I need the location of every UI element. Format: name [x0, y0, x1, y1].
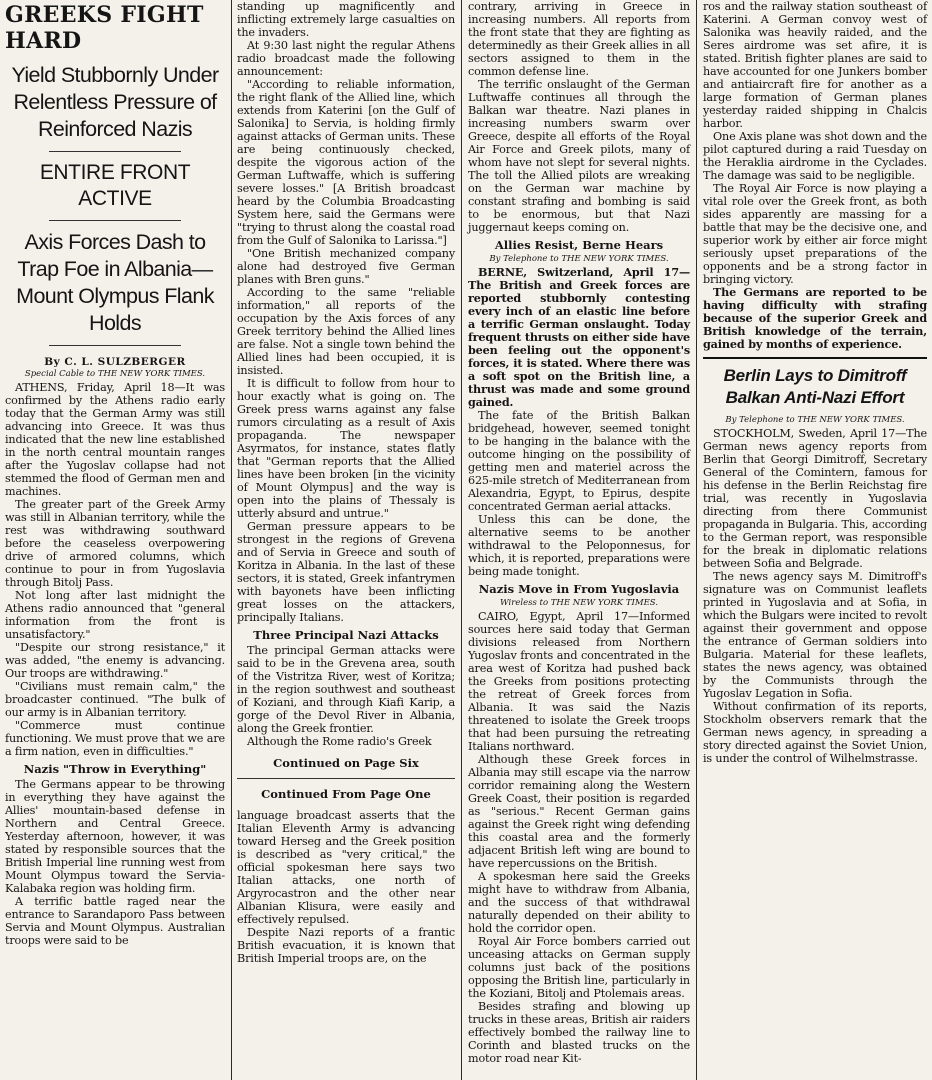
- subheading: Allies Resist, Berne Hears: [494, 238, 664, 252]
- paragraph: Despite Nazi reports of a frantic British evacuation, it is known that British Imperial troops are, on the: [237, 926, 455, 965]
- credit-line: Special Cable to THE NEW YORK TIMES.: [24, 369, 206, 379]
- paragraph: "Despite our strong resistance," it was added, "the enemy is advancing. Our troops are withdrawing.": [5, 641, 225, 680]
- paragraph: Unless this can be done, the alternative seems to be another withdrawal to the Peloponnesus, for which, it is reported, preparations were being made tonight.: [468, 513, 690, 578]
- paragraph: The Royal Air Force is now playing a vital role over the Greek front, as both sides apparently are massing for a battle that may be the decisive one, and superior work by either air force might seriously upset preparations of the opponents and be a strong factor in bringing victory.: [703, 182, 927, 286]
- paragraph: ros and the railway station southeast of Katerini. A German convoy west of Salonika was heavily raided, and the Seres airdrome was set afire, it is stated. British fighter planes are said to have accounted for one Junkers bomber and antiaircraft fire for another as a large formation of German planes yesterday raided shipping in Chalcis harbor.: [703, 0, 927, 130]
- paragraph: The Germans appear to be throwing in everything they have against the Allies' mountain-based defense in Northern and Central Greece. Yesterday afternoon, however, it was stated by responsible sources that the British Imperial line running west from Mount Olympus toward the Servia-Kalabaka region was holding firm.: [5, 778, 225, 895]
- continued-on-label: Continued on Page Six: [273, 756, 419, 770]
- deck-2: ENTIRE FRONT ACTIVE: [39, 161, 191, 210]
- paragraph: Royal Air Force bombers carried out unceasing attacks on German supply columns just back of the positions opposing the British line, particularly in the Koziani, Bitolj and Ptolemais areas.: [468, 935, 690, 1000]
- paragraph: A terrific battle raged near the entrance to Sarandaporo Pass between Servia and Mount Olympus. Australian troops were said to be: [5, 895, 225, 947]
- paragraph: standing up magnificently and inflicting extremely large casualties on the invaders.: [237, 0, 455, 39]
- paragraph: "Commerce must continue functioning. We must prove that we are a firm nation, even in difficulties.": [5, 719, 225, 758]
- column-2: [232, 0, 460, 1080]
- paragraph: STOCKHOLM, Sweden, April 17—The German news agency reports from Berlin that Georgi Dimitroff, Secretary General of the Comintern, famous for his defense in the Berlin Reichstag fire trial, was recently in Yugoslavia directing from there Communist propaganda in Bulgaria. This, according to the German report, was responsible for the break in diplomatic relations between Sofia and Belgrade.: [703, 427, 927, 570]
- deck-divider: [49, 151, 181, 152]
- paragraph: BERNE, Switzerland, April 17—The British and Greek forces are reported stubbornly contesting every inch of an elastic line before a terrific German onslaught. Today frequent thrusts on either side have been feeling out the opponent's forces, it is stated. Where there was a soft spot on the British line, a thrust was made and some ground gained.: [468, 265, 690, 409]
- paragraph: "One British mechanized company alone had destroyed five German planes with Bren guns.": [237, 247, 455, 286]
- paragraph: ATHENS, Friday, April 18—It was confirmed by the Athens radio early today that the German Army was still advancing into Greece. It was thus indicated that the new line established in the north central mountain ranges after the Yugoslav collapse had not stemmed the flood of German men and machines.: [5, 381, 225, 498]
- paragraph: Not long after last midnight the Athens radio announced that "general information from the front is unsatisfactory.": [5, 589, 225, 641]
- subheading: Nazis "Throw in Everything": [23, 762, 207, 776]
- credit-line: By Telephone to THE NEW YORK TIMES.: [489, 254, 669, 264]
- column-1: [0, 0, 230, 1080]
- subheading: Three Principal Nazi Attacks: [253, 628, 439, 642]
- column-3: [463, 0, 695, 1080]
- paragraph: The principal German attacks were said to be in the Grevena area, south of the Vistritza River, west of Koritza; in the region southwest and southeast of Koziani, and through Kiafi Karip, a gorge of the Devol River in Albania, along the Greek frontier.: [237, 644, 455, 735]
- box-headline: Berlin Lays to Dimitroff Balkan Anti-Nazi Effort: [723, 366, 907, 407]
- paragraph: contrary, arriving in Greece in increasing numbers. All reports from the front state that they are fighting as determinedly as their Greek allies in all sectors assigned to them in the common defense line.: [468, 0, 690, 78]
- paragraph: Without confirmation of its reports, Stockholm observers remark that the German news agency, in spreading a story directed against the Soviet Union, is under the control of Wilhelmstrasse.: [703, 700, 927, 765]
- deck-divider: [49, 345, 181, 346]
- section-divider: [703, 357, 927, 359]
- paragraph: "Civilians must remain calm," the broadcaster continued. "The bulk of our army is in Albanian territory.: [5, 680, 225, 719]
- column-4: [698, 0, 932, 1080]
- column-rule: [461, 0, 462, 1080]
- deck-divider: [49, 220, 181, 221]
- column-rule: [696, 0, 697, 1080]
- paragraph: "According to reliable information, the right flank of the Allied line, which extends from Katerini [on the Gulf of Salonika] to Servia, is holding firmly against attacks of German units. These are being continuously checked, despite the vigorous action of the German Luftwaffe, which is suffering severe losses." [A British broadcast heard by the Columbia Broadcasting System here, said the Germans were "trying to thrust along the coastal road from the Gulf of Salonika to Larissa."]: [237, 78, 455, 247]
- paragraph: The terrific onslaught of the German Luftwaffe continues all through the Balkan war theatre. Nazi planes in increasing numbers swarm over Greece, despite all efforts of the Royal Air Force and Greek pilots, many of whom have not slept for several nights. The toll the Allied pilots are wreaking on the German war machine by constant strafing and bombing is said to be enormous, but that Nazi juggernaut keeps coming on.: [468, 78, 690, 234]
- deck-3: Axis Forces Dash to Trap Foe in Albania—Mount Olympus Flank Holds: [16, 230, 214, 335]
- paragraph: The greater part of the Greek Army was still in Albanian territory, while the rest was withdrawing southward before the ceaseless overpowering drive of armored columns, which continue to pour in from Yugoslavia through Bitolj Pass.: [5, 498, 225, 589]
- paragraph: Besides strafing and blowing up trucks in these areas, British air raiders effectively bombed the railway line to Corinth and blasted trucks on the motor road near Kit-: [468, 1000, 690, 1065]
- credit-line: Wireless to THE NEW YORK TIMES.: [499, 598, 659, 608]
- paragraph: The news agency says M. Dimitroff's signature was on Communist leaflets printed in Yugoslavia and at Sofia, in which the Bulgars were incited to revolt against their government and oppose the entrance of German soldiers into Bulgaria. Material for these leaflets, states the news agency, was obtained by the Communists through the Yugoslav Legation in Sofia.: [703, 570, 927, 700]
- paragraph: A spokesman here said the Greeks might have to withdraw from Albania, and the success of that withdrawal naturally depended on their ability to hold the corridor open.: [468, 870, 690, 935]
- continued-from-label: Continued From Page One: [261, 787, 431, 801]
- deck-1: Yield Stubbornly Under Relentless Pressure of Reinforced Nazis: [11, 63, 219, 141]
- subheading: Nazis Move in From Yugoslavia: [478, 582, 680, 596]
- paragraph: The Germans are reported to be having difficulty with strafing because of the superior Greek and British knowledge of the terrain, gained by months of experience.: [703, 285, 927, 351]
- main-headline: GREEKS FIGHT HARD: [5, 2, 204, 54]
- credit-line: By Telephone to THE NEW YORK TIMES.: [725, 415, 905, 425]
- section-divider: [237, 778, 455, 779]
- paragraph: According to the same "reliable information," all reports of the occupation by the Axis forces of any Greek territory behind the Allied lines are false. Not a single town behind the Allied lines had been occupied, it is insisted.: [237, 286, 455, 377]
- paragraph: Although the Rome radio's Greek: [247, 735, 432, 748]
- paragraph: At 9:30 last night the regular Athens radio broadcast made the following announcement:: [237, 39, 455, 78]
- paragraph: One Axis plane was shot down and the pilot captured during a raid Tuesday on the Heraklia airdrome in the Cyclades. The damage was said to be negligible.: [703, 130, 927, 182]
- paragraph: German pressure appears to be strongest in the regions of Grevena and of Servia in Greece and south of Koritza in Albania. In the last of these sectors, it is stated, Greek infantrymen with bayonets have been inflicting great losses on the attackers, principally Italians.: [237, 520, 455, 624]
- byline: By C. L. SULZBERGER: [44, 356, 186, 368]
- paragraph: The fate of the British Balkan bridgehead, however, seemed tonight to be hanging in the balance with the outcome hinging on the possibility of getting men and materiel across the 625-mile stretch of Mediterranean from Alexandria, Egypt, to Epirus, despite concentrated German aerial attacks.: [468, 409, 690, 513]
- paragraph: Although these Greek forces in Albania may still escape via the narrow corridor remaining along the Western Greek Coast, their position is regarded as "serious." Recent German gains against the Greek right wing defending this coastal area and the formerly adjacent British left wing are bound to have repercussions on the British.: [468, 753, 690, 870]
- paragraph: language broadcast asserts that the Italian Eleventh Army is advancing toward Herseg and the Greek position is described as "very critical," the official spokesman here says two Italian attacks, one north of Argyrocastron and the other near Albanian Klisura, were easily and effectively repulsed.: [237, 809, 455, 926]
- paragraph: CAIRO, Egypt, April 17—Informed sources here said today that German divisions released from Northern Yugoslav fronts and concentrated in the area west of Koritza had pushed back the Greeks from positions protecting the retreat of Greek forces from Albania. It was said the Nazis threatened to isolate the Greek troops that had been pursuing the retreating Italians northward.: [468, 610, 690, 753]
- paragraph: It is difficult to follow from hour to hour exactly what is going on. The Greek press warns against any false rumors circulating as a result of Axis propaganda. The newspaper Asyrmatos, for instance, states flatly that "German reports that the Allied lines have been broken [in the vicinity of Mount Olympus] and the way is open into the plains of Thessaly is utterly absurd and untrue.": [237, 377, 455, 520]
